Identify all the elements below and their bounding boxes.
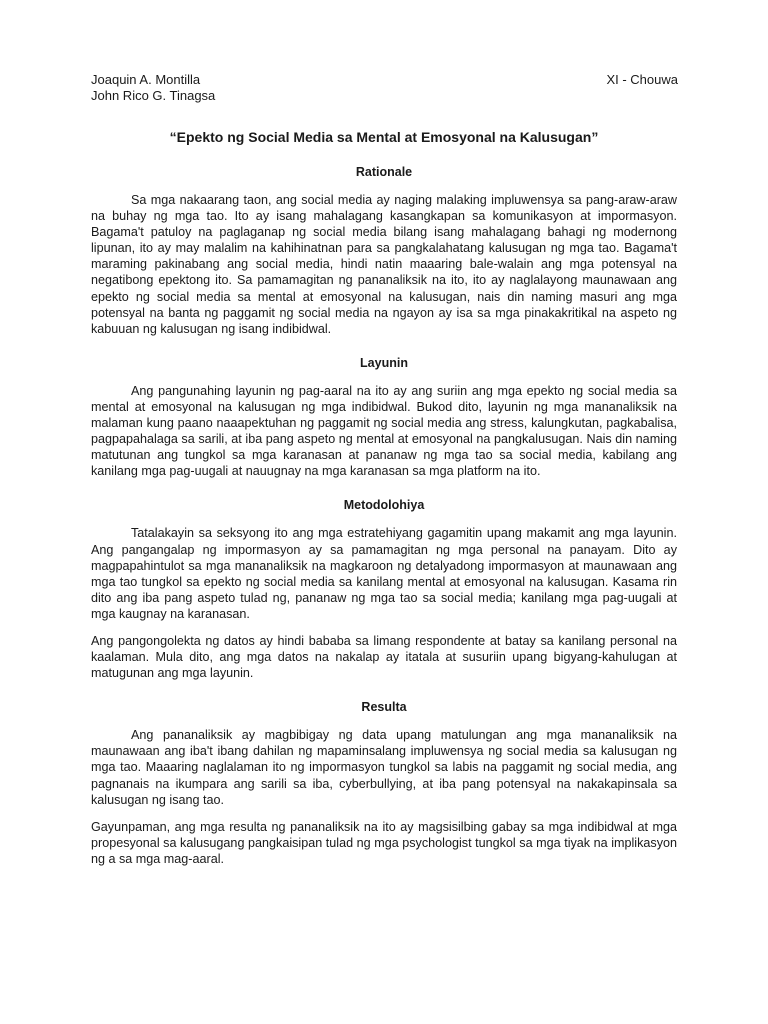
section-heading-layunin: Layunin bbox=[360, 355, 408, 370]
paragraph: Ang pangunahing layunin ng pag-aaral na ito ay ang suriin ang mga epekto ng social media sa mental at emosyonal na kalusugan ng mga indibidwal. Bukod dito, layunin ng mga mananaliksik na malaman kung paano naaapektuhan ng paggamit ng social media ang stress, kalungkutan, pagkabalisa, pagpapahalaga sa sarili, at iba pang aspeto ng mental at emosyonal na pangkalusugan. Nais din naming matutunan ang tungkol sa mga karanasan at pananaw ng mga tao sa social media, kabilang ang kanilang mga pag-uugali at nauugnay na mga karanasan sa mga platform na ito. bbox=[91, 383, 677, 479]
author-name: Joaquin A. Montilla bbox=[91, 72, 201, 87]
paragraph: Ang pangongolekta ng datos ay hindi bababa sa limang respondente at batay sa kanilang personal na kaalaman. Mula dito, ang mga datos na nakalap ay itatala at susuriin upang bigyang-kahulugan at matugunan ang mga layunin. bbox=[91, 633, 677, 681]
paragraph: Sa mga nakaarang taon, ang social media ay naging malaking impluwensya sa pang-araw-araw na buhay ng mga tao. Ito ay isang mahalagang kasangkapan sa komunikasyon at impormasyon. Bagama't patuloy na paglaganap ng social media bilang isang mahalagang bahagi ng modernong lipunan, ito ay may malalim na kahihinatnan para sa pangkalahatang kalusugan ng mga tao. Bagama't maraming pakinabang ang social media, hindi natin maaaring bale-walain ang mga potensyal na negatibong epektong ito. Sa pamamagitan ng pananaliksik na ito, ito ay naglalayong maunawaan ang epekto ng social media sa mental at emosyonal na kalusugan, nais din naming masuri ang mga potensyal na banta ng paggamit ng social media na ngayon ay isa sa mga pinakakritikal na aspeto ng kabuuan ng kalusugan ng isang indibidwal. bbox=[91, 193, 677, 336]
document-header bbox=[91, 72, 677, 104]
section-heading-rationale: Rationale bbox=[355, 165, 413, 179]
author-list bbox=[91, 72, 215, 104]
paragraph: Gayunpaman, ang mga resulta ng pananaliksik na ito ay magsisilbing gabay sa mga indibidwal at mga propesyonal sa kalusugang pangkaisipan tulad ng mga psychologist tungkol sa mga tiyak na implikasyon ng a sa mga mag-aaral. bbox=[91, 819, 677, 866]
section-heading-resulta: Resulta bbox=[361, 700, 407, 715]
class-section: XI - Chouwa bbox=[606, 72, 678, 87]
author-name: John Rico G. Tinagsa bbox=[91, 88, 216, 103]
document-title: “Epekto ng Social Media sa Mental at Emosyonal na Kalusugan” bbox=[169, 129, 599, 145]
paragraph: Tatalakayin sa seksyong ito ang mga estratehiyang gagamitin upang makamit ang mga layunin. Ang pangangalap ng impormasyon ay sa pamamagitan ng mga personal na panayam. Dito ay magpapahintulot sa mga mananaliksik na magkaroon ng detalyadong impormasyon at maunawaan ang mga tao tungkol sa epekto ng social media sa kanilang mental at emosyonal na kalusugan. Kasama rin dito ang iba pang aspeto tulad ng, pananaw ng mga tao sa social media; kanilang mga pag-uugali at mga kaugnay na karanasan. bbox=[91, 526, 677, 621]
section-heading-metodolohiya: Metodolohiya bbox=[343, 498, 425, 513]
paragraph: Ang pananaliksik ay magbibigay ng data upang matulungan ang mga mananaliksik na maunawaan ang iba't ibang dahilan ng mapaminsalang impluwensya ng social media sa kalusugan ng mga tao. Maaaring naglalaman ito ng impormasyon tungkol sa labis na paggamit ng social media, ang pagnanais na ikumpara ang sarili sa iba, cyberbullying, at iba pang potensyal na nakakapinsala sa kalusugan ng isang tao. bbox=[91, 728, 677, 807]
